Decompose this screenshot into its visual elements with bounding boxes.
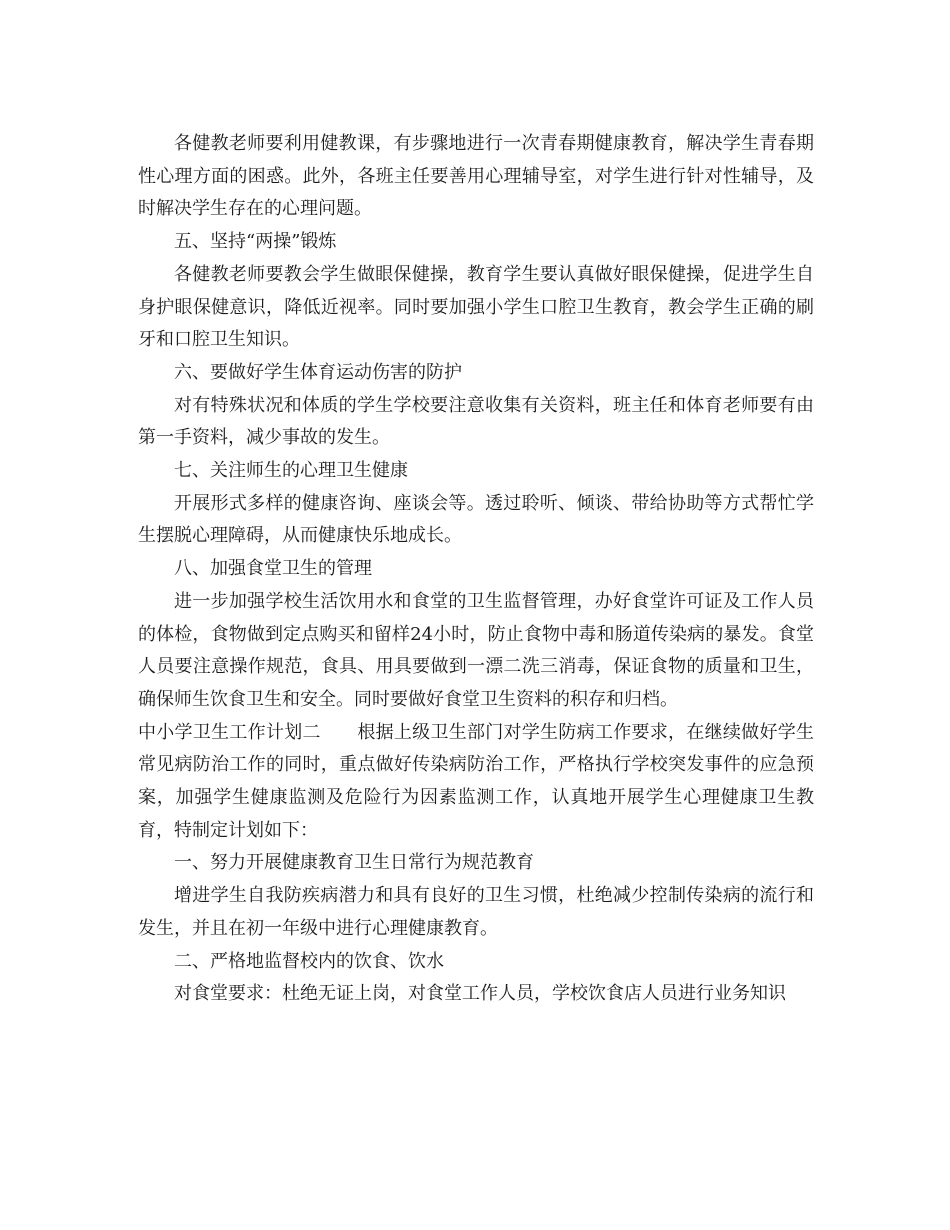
section-heading: 六、要做好学生体育运动伤害的防护 — [174, 361, 462, 383]
paragraph: 对食堂要求：杜绝无证上岗，对食堂工作人员，学校饮食店人员进行业务知识 — [174, 983, 786, 1005]
paragraph: 开展形式多样的健康咨询、座谈会等。透过聆听、倾谈、带给协助等方式帮忙学生摆脱心理障碍，从而健康快乐地成长。 — [138, 492, 814, 547]
paragraph: 对有特殊状况和体质的学生学校要注意收集有关资料，班主任和体育老师要有由第一手资料，减少事故的发生。 — [138, 394, 814, 449]
section-heading: 七、关注师生的心理卫生健康 — [174, 460, 408, 482]
paragraph: 进一步加强学校生活饮用水和食堂的卫生监督管理，办好食堂许可证及工作人员的体检，食物做到定点购买和留样24小时，防止食物中毒和肠道传染病的暴发。食堂人员要注意操作规范，食具、用具要做到一漂二洗三消毒，保证食物的质量和卫生，确保师生饮食卫生和安全。同时要做好食堂卫生资料的积存和归档。 — [138, 590, 814, 710]
section-heading: 八、加强食堂卫生的管理 — [174, 558, 372, 580]
paragraph: 各健教老师要教会学生做眼保健操，教育学生要认真做好眼保健操，促进学生自身护眼保健意识，降低近视率。同时要加强小学生口腔卫生教育，教会学生正确的刷牙和口腔卫生知识。 — [138, 263, 814, 351]
paragraph: 增进学生自我防疾病潜力和具有良好的卫生习惯，杜绝减少控制传染病的流行和发生，并且在初一年级中进行心理健康教育。 — [138, 885, 814, 939]
section-heading: 五、坚持“两操”锻炼 — [174, 231, 337, 253]
plan-two-intro: 中小学卫生工作计划二 根据上级卫生部门对学生防病工作要求，在继续做好学生常见病防治工作的同时，重点做好传染病防治工作，严格执行学校突发事件的应急预案，加强学生健康监测及危险行为因素监测工作，认真地开展学生心理健康卫生教育，特制定计划如下： — [138, 721, 814, 841]
section-heading: 一、努力开展健康教育卫生日常行为规范教育 — [174, 852, 534, 874]
paragraph: 各健教老师要利用健教课，有步骤地进行一次青春期健康教育，解决学生青春期性心理方面的困惑。此外，各班主任要善用心理辅导室，对学生进行针对性辅导，及时解决学生存在的心理问题。 — [138, 133, 814, 220]
section-heading: 二、严格地监督校内的饮食、饮水 — [174, 950, 444, 972]
document-body — [138, 128, 814, 1011]
